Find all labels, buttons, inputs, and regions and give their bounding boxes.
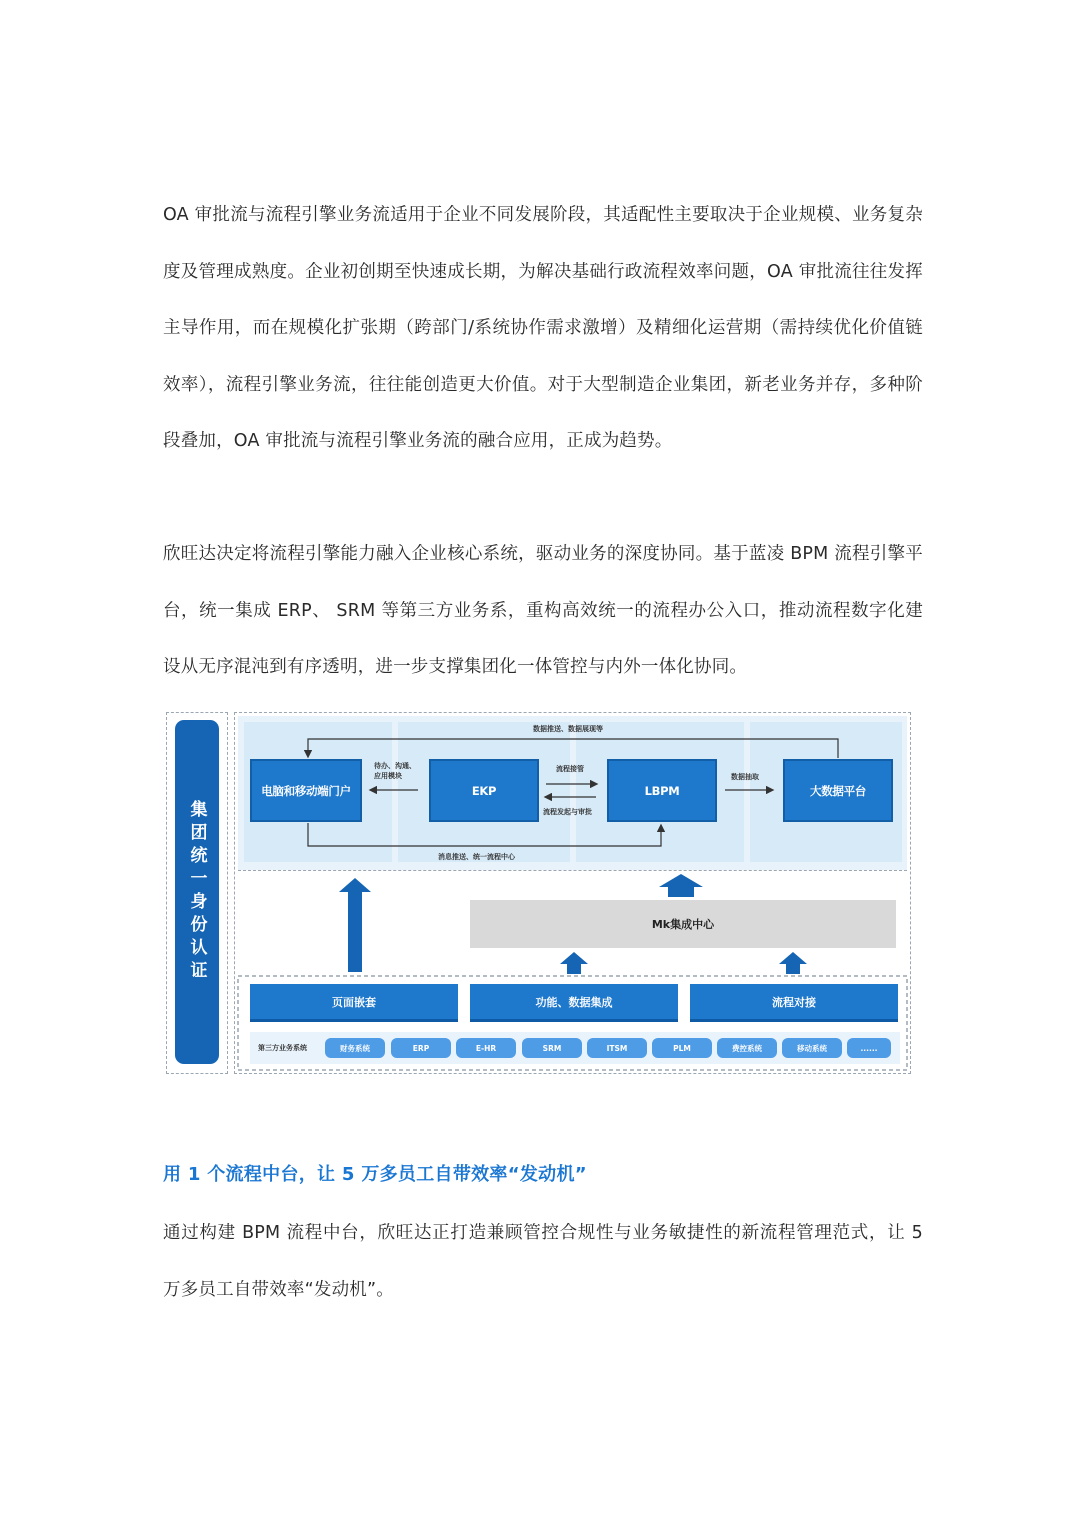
- system-pill-finance: 财务系统: [325, 1038, 385, 1058]
- mk-integration-center: Mk集成中心: [470, 900, 896, 948]
- section-heading: 用 1 个流程中台，让 5 万多员工自带效率“发动机”: [163, 1164, 587, 1185]
- system-pill-plm: PLM: [652, 1038, 712, 1058]
- system-pill-mobile: 移动系统: [782, 1038, 842, 1058]
- page-embed-box: 页面嵌套: [250, 984, 458, 1022]
- system-pill-srm: SRM: [522, 1038, 582, 1058]
- system-pill-itsm: ITSM: [587, 1038, 647, 1058]
- edge-label-takeover: 流程接管: [556, 765, 584, 773]
- portal-box: 电脑和移动端门户: [250, 759, 362, 822]
- bigdata-box: 大数据平台: [783, 759, 893, 822]
- system-pill-expense: 费控系统: [717, 1038, 777, 1058]
- system-pill-erp: ERP: [391, 1038, 451, 1058]
- function-data-integration-box: 功能、数据集成: [470, 984, 678, 1022]
- closing-paragraph: 通过构建 BPM 流程中台，欣旺达正打造兼顾管控合规性与业务敏捷性的新流程管理范式，让 5 万多员工自带效率“发动机”。: [163, 1223, 923, 1300]
- system-pill-ehr: E-HR: [456, 1038, 516, 1058]
- edge-label-bottom: 消息推送、统一流程中心: [438, 853, 515, 861]
- system-pill-more: ......: [847, 1038, 891, 1058]
- edge-label-top: 数据推送、数据展现等: [533, 725, 603, 733]
- unified-identity-sidebar: 集团统一身份认证: [175, 720, 219, 1064]
- process-docking-box: 流程对接: [690, 984, 898, 1022]
- edge-label-portal-ekp: 待办、沟通、应用模块: [374, 762, 416, 780]
- sunwoda-paragraph: 欣旺达决定将流程引擎能力融入企业核心系统，驱动业务的深度协同。基于蓝凌 BPM 流程引擎平台，统一集成 ERP、 SRM 等第三方业务系，重构高效统一的流程办公入口，推动流程数字化建设从无序混沌到有序透明，进一步支撑集团化一体管控与内外一体化协同。: [163, 544, 923, 677]
- edge-label-extract: 数据抽取: [731, 773, 759, 781]
- third-party-label: 第三方业务系统: [258, 1044, 307, 1052]
- architecture-diagram: [166, 712, 911, 1074]
- ekp-box: EKP: [429, 759, 539, 822]
- intro-paragraph: OA 审批流与流程引擎业务流适用于企业不同发展阶段，其适配性主要取决于企业规模、业务复杂度及管理成熟度。企业初创期至快速成长期，为解决基础行政流程效率问题，OA 审批流往往发挥主导作用，而在规模化扩张期（跨部门/系统协作需求激增）及精细化运营期（需持续优化价值链效率），流程引擎业务流，往往能创造更大价值。对于大型制造企业集团，新老业务并存，多种阶段叠加，OA 审批流与流程引擎业务流的融合应用，正成为趋势。: [163, 205, 923, 451]
- edge-label-approval: 流程发起与审批: [543, 808, 592, 816]
- lbpm-box: LBPM: [607, 759, 717, 822]
